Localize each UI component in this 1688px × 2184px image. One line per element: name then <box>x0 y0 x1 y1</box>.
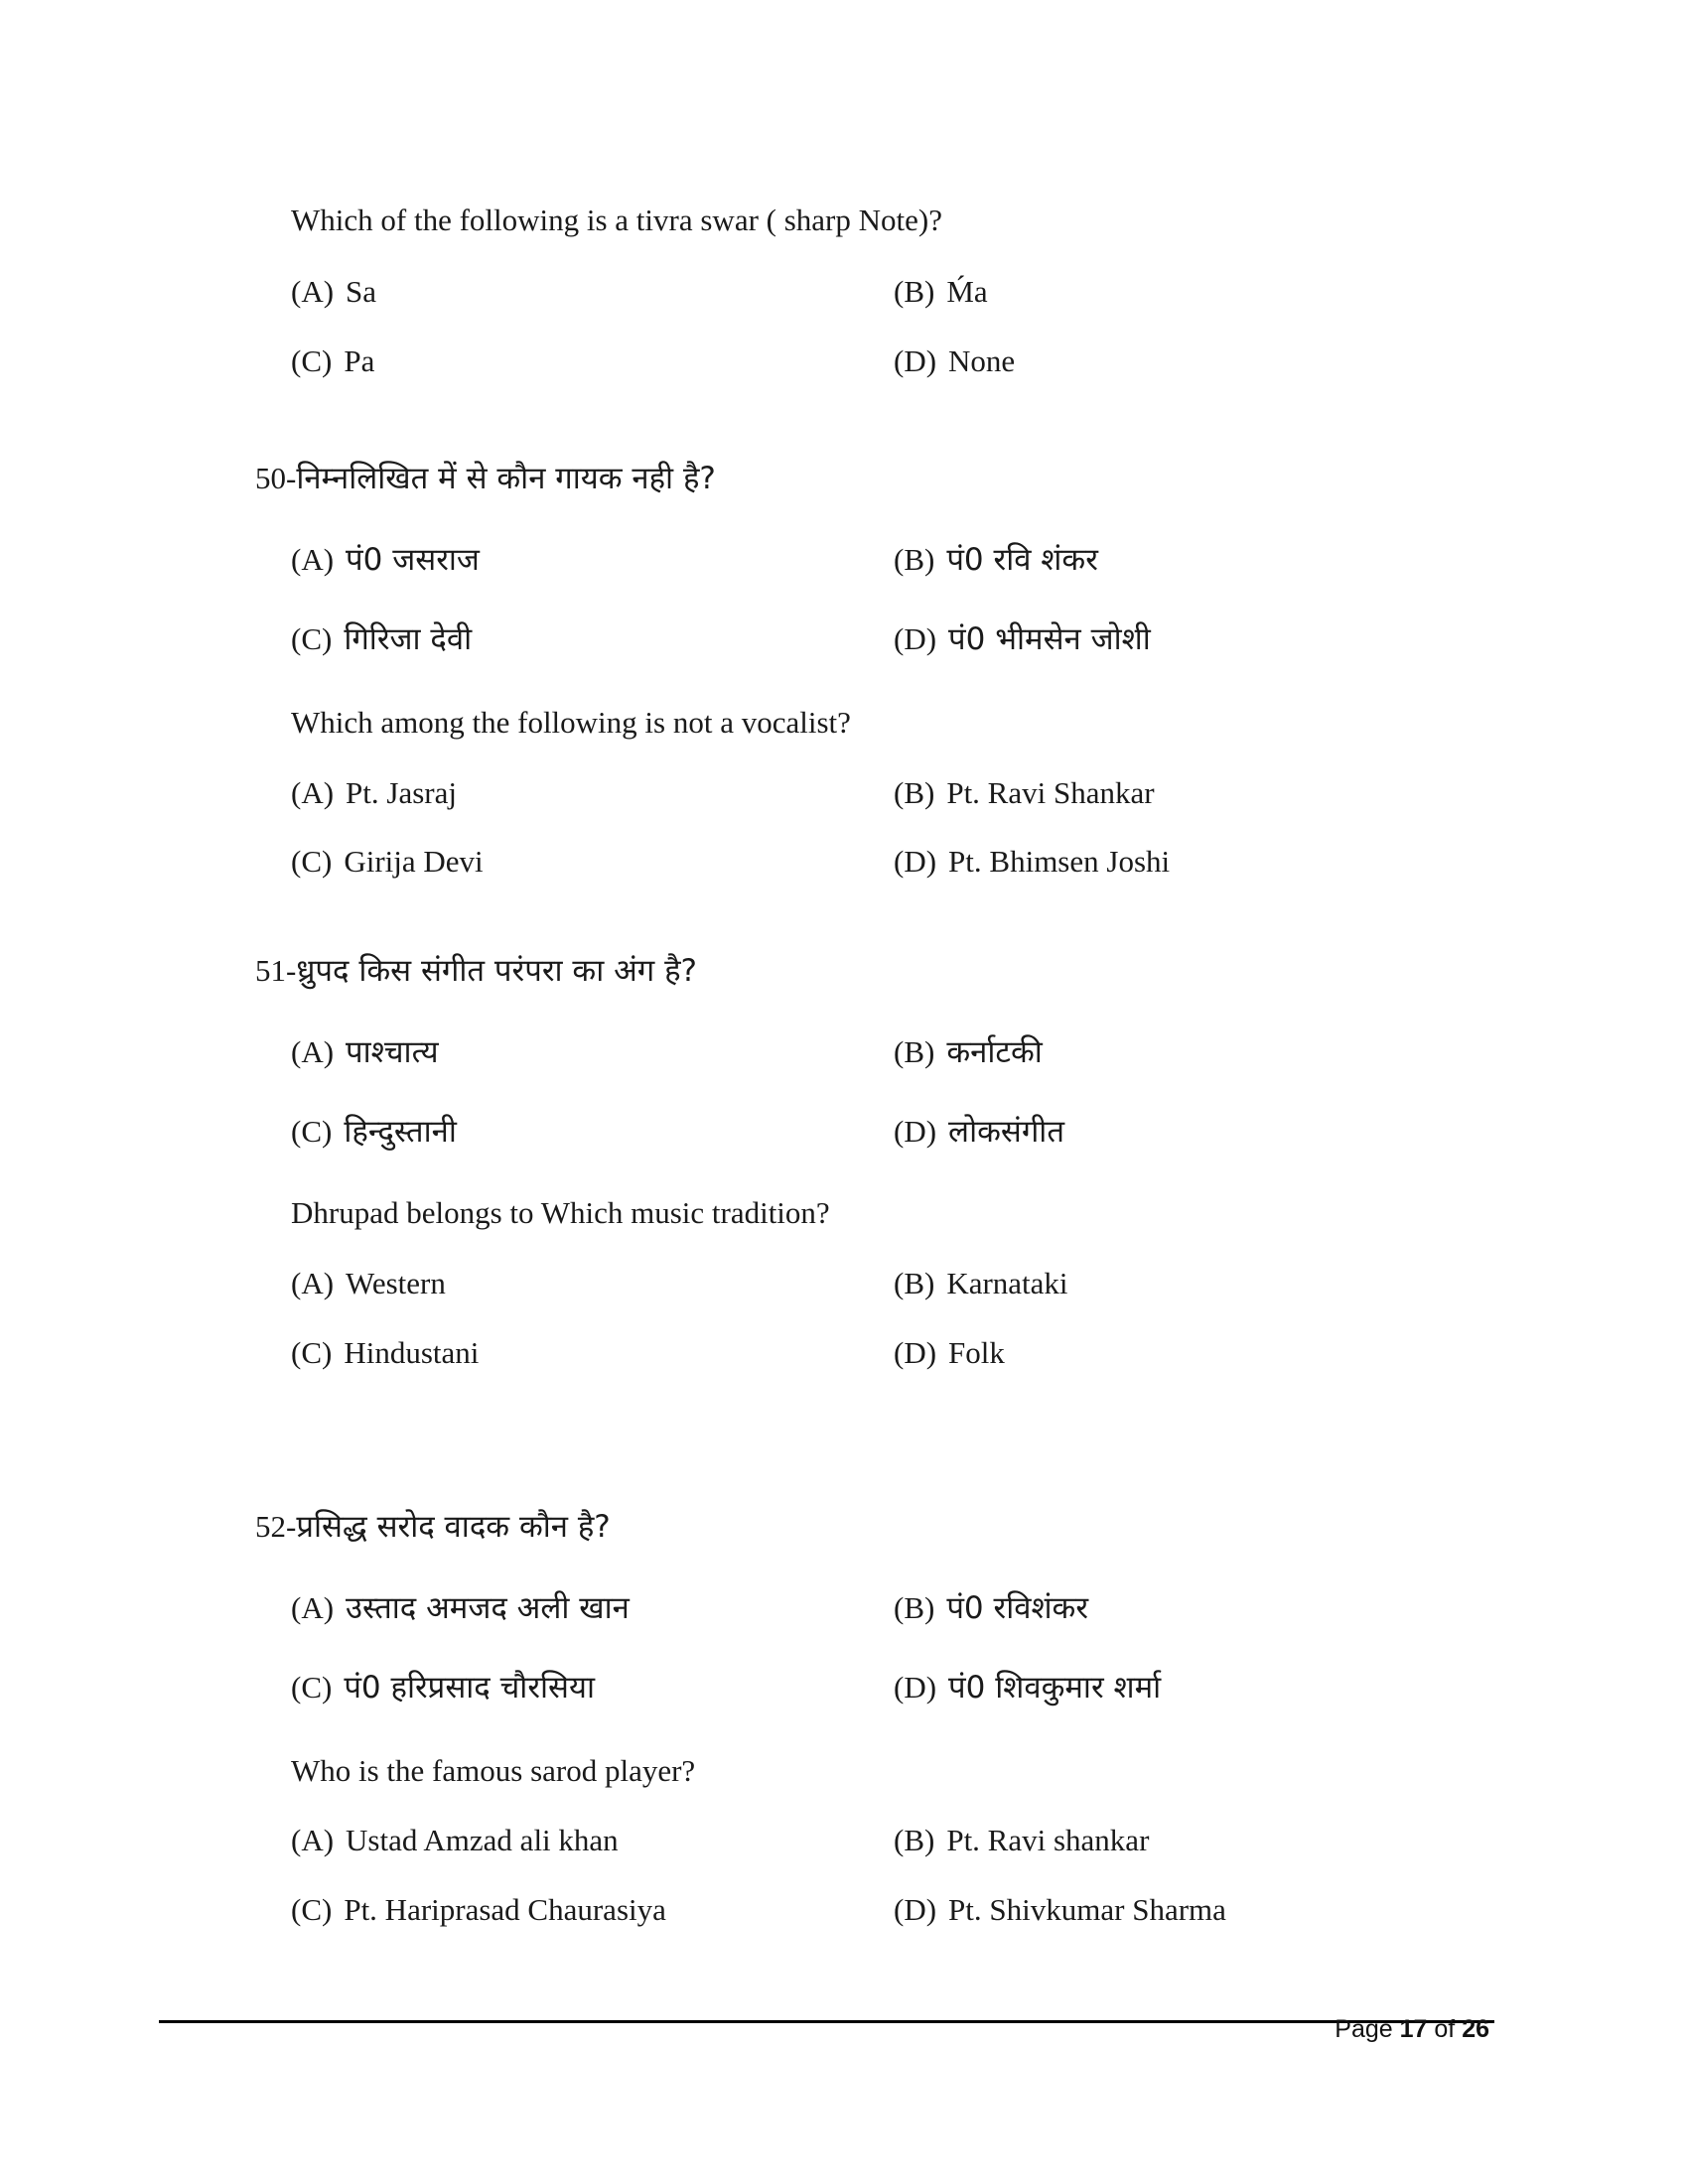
option-text: पं0 शिवकुमार शर्मा <box>948 1670 1162 1706</box>
option-text: Western <box>346 1266 446 1300</box>
footer-divider <box>159 2020 1494 2023</box>
option-letter: (B) <box>894 1034 935 1069</box>
q50-hindi-option-d <box>894 623 1151 655</box>
option-letter: (A) <box>291 1266 335 1300</box>
option-text: Pt. Jasraj <box>346 775 457 810</box>
q51-english-option-a <box>291 1268 446 1298</box>
q52-hindi-option-a <box>291 1592 630 1624</box>
option-text: Hindustani <box>344 1335 480 1370</box>
option-text: Pa <box>344 343 375 378</box>
question-50-english-text: Which among the following is not a vocalist? <box>291 705 851 740</box>
option-letter: (B) <box>894 1590 935 1625</box>
q49-option-c <box>291 345 374 376</box>
option-letter: (C) <box>291 1670 333 1705</box>
question-51-hindi <box>255 955 697 987</box>
q49-option-a <box>291 276 376 307</box>
option-letter: (D) <box>894 1335 937 1370</box>
q51-english-option-d <box>894 1337 1005 1368</box>
q52-hindi-option-b <box>894 1592 1088 1624</box>
q50-english-option-c <box>291 846 484 877</box>
total-page-count: 26 <box>1462 2015 1489 2043</box>
option-letter: (D) <box>894 621 937 656</box>
option-text: पाश्चात्य <box>346 1034 439 1070</box>
q50-english-option-a <box>291 777 457 808</box>
option-letter: (A) <box>291 274 335 309</box>
option-text: Ḿa <box>946 274 988 309</box>
question-50-hindi <box>255 463 716 494</box>
q50-hindi-option-b <box>894 544 1098 576</box>
option-letter: (D) <box>894 1892 937 1927</box>
option-text: पं0 रवि शंकर <box>946 542 1098 578</box>
option-text: Karnataki <box>946 1266 1068 1300</box>
question-hindi-text: प्रसिद्ध सरोद वादक कौन है? <box>296 1509 611 1545</box>
option-text: पं0 जसराज <box>346 542 480 578</box>
option-letter: (A) <box>291 542 335 577</box>
q51-hindi-option-c <box>291 1116 457 1148</box>
q50-hindi-option-c <box>291 623 472 655</box>
option-text: None <box>948 343 1016 378</box>
option-text: Girija Devi <box>344 844 484 879</box>
option-text: गिरिजा देवी <box>344 621 473 657</box>
option-letter: (C) <box>291 621 333 656</box>
q49-option-d <box>894 345 1015 376</box>
option-letter: (A) <box>291 775 335 810</box>
q50-hindi-option-a <box>291 544 480 576</box>
question-49-english-text: Which of the following is a tivra swar ( sharp Note)? <box>291 203 942 237</box>
q50-english-option-d <box>894 846 1170 877</box>
q52-hindi-option-d <box>894 1672 1161 1704</box>
option-text: Pt. Ravi shankar <box>946 1823 1150 1857</box>
option-letter: (C) <box>291 1335 333 1370</box>
question-52-english-text: Who is the famous sarod player? <box>291 1753 696 1788</box>
question-number: 52- <box>255 1509 297 1544</box>
option-text: Sa <box>346 274 377 309</box>
question-hindi-text: निम्नलिखित में से कौन गायक नही है? <box>296 461 716 496</box>
option-letter: (B) <box>894 1823 935 1857</box>
option-text: Folk <box>948 1335 1005 1370</box>
option-letter: (D) <box>894 1114 937 1149</box>
current-page-number: 17 <box>1399 2015 1428 2043</box>
option-letter: (C) <box>291 1892 333 1927</box>
option-letter: (A) <box>291 1034 335 1069</box>
option-letter: (A) <box>291 1590 335 1625</box>
option-letter: (D) <box>894 844 937 879</box>
page-footer <box>1331 2015 1489 2044</box>
q50-english-option-b <box>894 777 1155 808</box>
page-word: Page <box>1335 2015 1393 2043</box>
question-number: 51- <box>255 953 297 988</box>
option-text: कर्नाटकी <box>946 1034 1043 1070</box>
option-letter: (B) <box>894 542 935 577</box>
option-text: Pt. Shivkumar Sharma <box>948 1892 1226 1927</box>
option-letter: (D) <box>894 343 937 378</box>
option-letter: (C) <box>291 343 333 378</box>
option-text: Pt. Bhimsen Joshi <box>948 844 1171 879</box>
option-text: Pt. Ravi Shankar <box>946 775 1155 810</box>
question-52-hindi <box>255 1511 611 1543</box>
option-letter: (B) <box>894 1266 935 1300</box>
option-text: Ustad Amzad ali khan <box>346 1823 619 1857</box>
q51-english-option-b <box>894 1268 1068 1298</box>
q51-hindi-option-b <box>894 1036 1043 1068</box>
q51-english-option-c <box>291 1337 479 1368</box>
option-letter: (B) <box>894 274 935 309</box>
option-text: पं0 हरिप्रसाद चौरसिया <box>344 1670 596 1706</box>
option-letter: (A) <box>291 1823 335 1857</box>
option-text: Pt. Hariprasad Chaurasiya <box>344 1892 666 1927</box>
q52-hindi-option-c <box>291 1672 595 1704</box>
q52-english-option-a <box>291 1825 619 1855</box>
option-letter: (B) <box>894 775 935 810</box>
of-word: of <box>1434 2015 1456 2043</box>
option-text: पं0 रविशंकर <box>946 1590 1089 1626</box>
q51-hindi-option-a <box>291 1036 439 1068</box>
question-51-english-text: Dhrupad belongs to Which music tradition? <box>291 1195 830 1230</box>
q52-english-option-d <box>894 1894 1226 1925</box>
option-text: हिन्दुस्तानी <box>344 1114 457 1150</box>
option-letter: (D) <box>894 1670 937 1705</box>
q52-english-option-c <box>291 1894 666 1925</box>
q52-english-option-b <box>894 1825 1149 1855</box>
question-number: 50- <box>255 461 297 495</box>
option-letter: (C) <box>291 1114 333 1149</box>
q51-hindi-option-d <box>894 1116 1064 1148</box>
option-text: उस्ताद अमजद अली खान <box>346 1590 630 1626</box>
option-text: पं0 भीमसेन जोशी <box>948 621 1151 657</box>
q49-option-b <box>894 276 988 307</box>
question-hindi-text: ध्रुपद किस संगीत परंपरा का अंग है? <box>296 953 697 989</box>
option-letter: (C) <box>291 844 333 879</box>
option-text: लोकसंगीत <box>948 1114 1065 1150</box>
